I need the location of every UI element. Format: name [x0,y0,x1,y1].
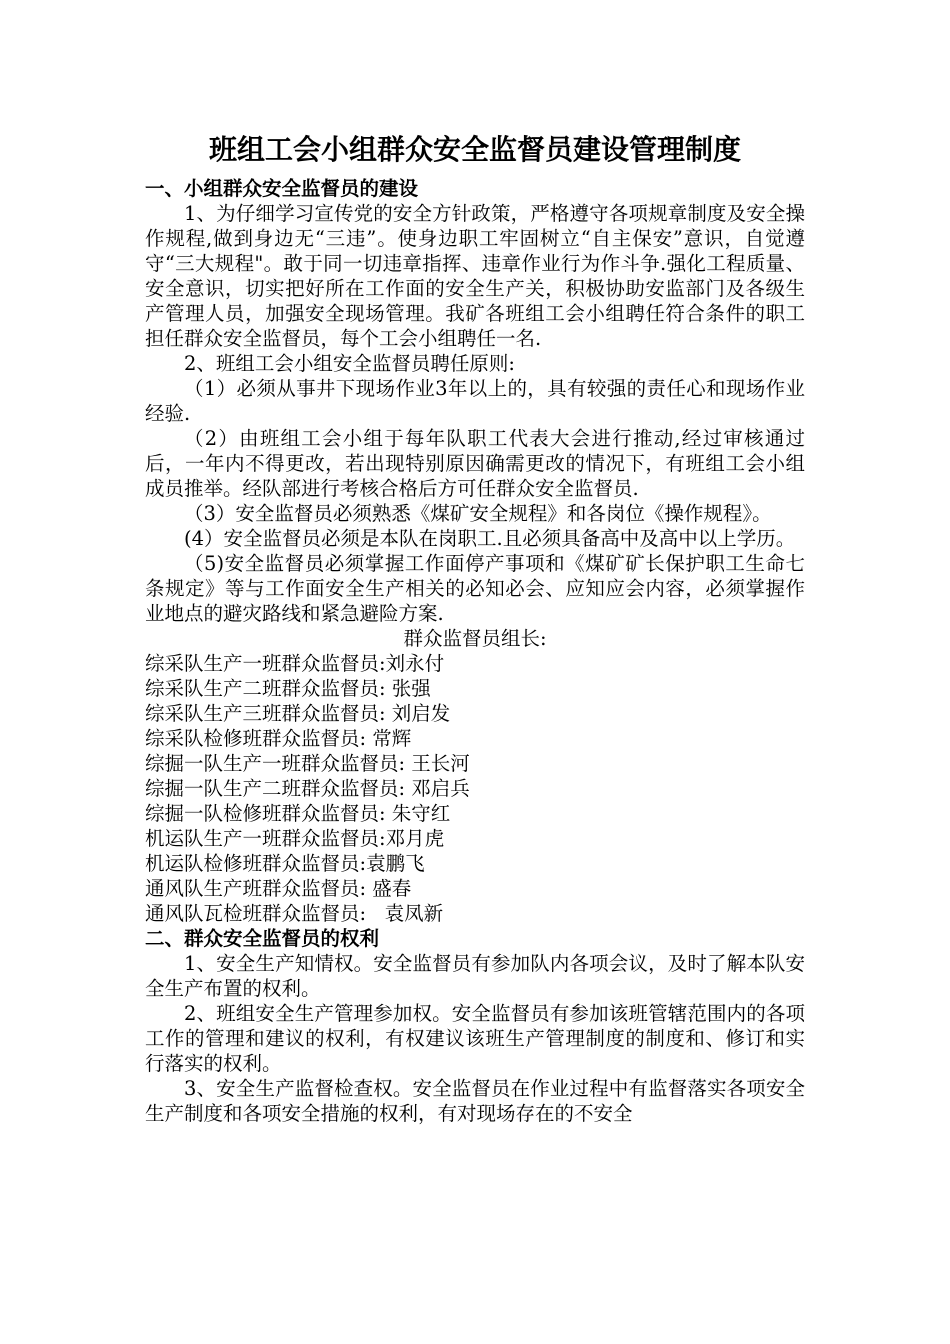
supervisor-list-item: 综掘一队生产二班群众监督员: 邓启兵 [145,777,470,800]
criterion-2: （2）由班组工会小组于每年队职工代表大会进行推动,经过审核通过后，一年内不得更改，若出现特别原因确需更改的情况下，有班组工会小组成员推举。经队部进行考核合格后方可任群众安全监督员. [145,427,805,500]
section-1-paragraph-1: 1、为仔细学习宣传党的安全方针政策，严格遵守各项规章制度及安全操作规程,做到身边无“三违”。使身边职工牢固树立“自主保安”意识，自觉遵守“三大规程"。敢于同一切违章指挥、违章作业行为作斗争.强化工程质量、安全意识，切实把好所在工作面的安全生产关，积极协助安监部门及各级生产管理人员，加强安全现场管理。我矿各班组工会小组聘任符合条件的职工担任群众安全监督员，每个工会小组聘任一名. [145,202,805,350]
supervisor-list-item: 综采队生产二班群众监督员: 张强 [145,677,431,700]
document-page [145,130,805,1126]
supervisor-list-item: 综采队生产一班群众监督员:刘永付 [145,652,445,675]
supervisor-leader-label: 群众监督员组长: [403,627,547,650]
supervisor-list-item: 综采队生产三班群众监督员: 刘启发 [145,702,451,725]
supervisor-list-item: 机运队检修班群众监督员:袁鹏飞 [145,852,425,875]
supervisor-list-item: 机运队生产一班群众监督员:邓月虎 [145,827,445,850]
criterion-3: （3）安全监督员必须熟悉《煤矿安全规程》和各岗位《操作规程》。 [184,502,772,525]
section-1 [145,176,805,926]
section-2-paragraph-1: 1、安全生产知情权。安全监督员有参加队内各项会议，及时了解本队安全生产布置的权利。 [145,952,805,1000]
section-1-paragraph-2: 2、班组工会小组安全监督员聘任原则: [184,352,515,375]
supervisor-list-item: 通风队瓦检班群众监督员: 袁凤新 [145,902,444,925]
section-2-paragraph-3: 3、安全生产监督检查权。安全监督员在作业过程中有监督落实各项安全生产制度和各项安全措施的权利，有对现场存在的不安全 [145,1077,805,1125]
criterion-5: （5)安全监督员必须掌握工作面停产事项和《煤矿矿长保护职工生命七条规定》等与工作面安全生产相关的必知必会、应知应会内容，必须掌握作业地点的避灾路线和紧急避险方案. [145,552,805,625]
criterion-4: (4）安全监督员必须是本队在岗职工.且必须具备高中及高中以上学历。 [184,527,796,550]
criterion-1: （1）必须从事井下现场作业3年以上的，具有较强的责任心和现场作业经验. [145,377,805,425]
supervisor-list-item: 综掘一队生产一班群众监督员: 王长河 [145,752,470,775]
section-2 [145,926,805,1126]
supervisor-list [145,651,805,926]
supervisor-list-item: 综采队检修班群众监督员: 常辉 [145,727,412,750]
section-2-heading: 二、群众安全监督员的权利 [145,927,380,950]
supervisor-list-item: 综掘一队检修班群众监督员: 朱守红 [145,802,451,825]
section-2-paragraph-2: 2、班组安全生产管理参加权。安全监督员有参加该班管辖范围内的各项工作的管理和建议的权利，有权建议该班生产管理制度的制度和、修订和实行落实的权利。 [145,1002,805,1075]
supervisor-list-item: 通风队生产班群众监督员: 盛春 [145,877,412,900]
document-title: 班组工会小组群众安全监督员建设管理制度 [208,133,741,166]
section-1-heading: 一、小组群众安全监督员的建设 [145,177,419,200]
